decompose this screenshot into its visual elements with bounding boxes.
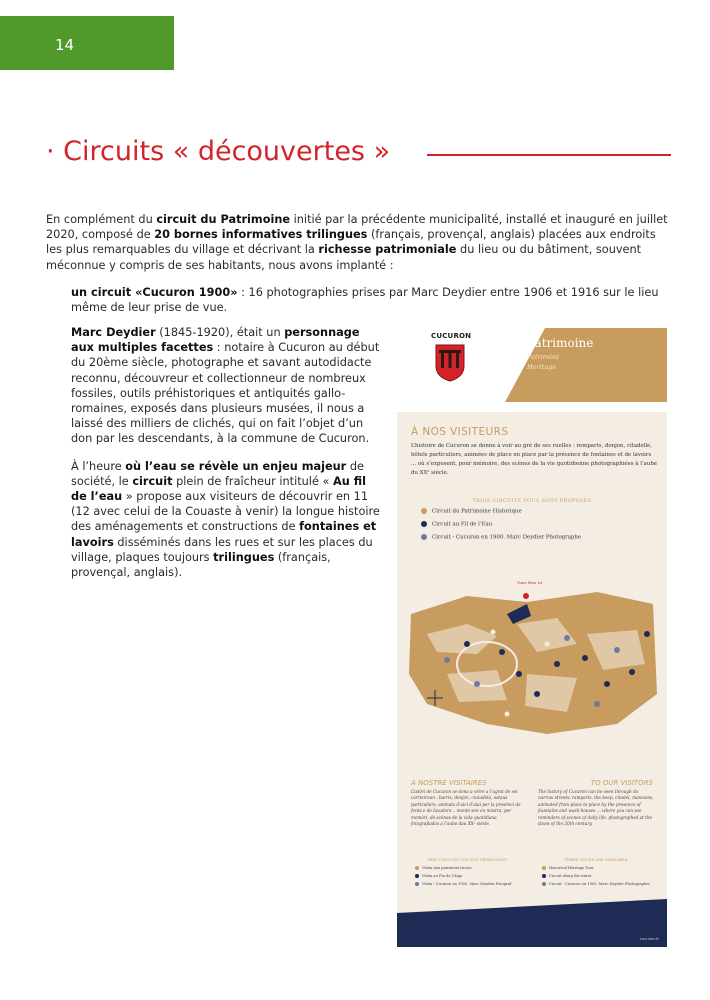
english-heading: TO OUR VISITORS: [590, 779, 653, 787]
intro-paragraph: En complément du circuit du Patrimoine initié par la précédente municipalité, installé et inauguré en juillet 2020, composé de 20 bornes informatives trilingues (français, provençal, anglais) placées aux endroits les plus remarquables du village et décrivant la richesse patrimoniale du lieu ou du bâtiment, souvent méconnue y compris de ses habitants, nous avons implanté :: [46, 213, 668, 272]
poster-footer-text: cucuron.fr: [639, 936, 659, 941]
deydier-paragraph: Marc Deydier (1845-1920), était un personnage aux multiples facettes : notaire à Cucuron au début du 20ème siècle, photographe et savant autodidacte reconnu, découvreur et collectionneur de nombreux fossiles, outils préhistoriques et antiquités gallo-romaines, exposés dans plusieurs musées, il nous a laissé des milliers de clichés, qui on fait l’objet d’un don par les descendants, à la commune de Cucuron.: [71, 326, 380, 446]
poster-translations: [397, 777, 667, 947]
provencal-circuit-item: Visita dau patrimòni istoric: [415, 866, 472, 870]
poster-visitors-text: L’histoire de Cucuron se donne à voir au gré de ses ruelles : remparts, donjon, citadelle, hôtels particuliers, animées de place en place par la présence de fontaines et de lavoirs ... où s’exposent, pour mémoire, des scènes de la vie quotidienne photographiées à l’aube du XXᵉ siècle.: [411, 443, 657, 476]
english-circuits-heading: THREE TOURS ARE AVAILABLE: [564, 857, 628, 862]
left-column: [71, 325, 381, 592]
english-text: The history of Cucuron can be seen through its narrow streets: ramparts, the keep, citadel, mansions, animated from place to place by the presence of fountains and wash-houses ... where you can see reminders of scenes of daily life, photographed at the dawn of the 20th century.: [538, 789, 654, 827]
poster-visitors-heading: À NOS VISITEURS: [411, 426, 509, 438]
poster-title: Patrimoine: [527, 336, 594, 350]
poster-brand: CUCURON: [431, 332, 472, 340]
provencal-heading: A NOSTRE VISITAIRES: [411, 779, 487, 787]
english-circuit-item: Historical Heritage Tour: [542, 866, 594, 870]
poster-circuits-heading: TROIS CIRCUITS VOUS SONT PROPOSÉS: [472, 498, 592, 504]
svg-text:Vous êtes ici: Vous êtes ici: [517, 580, 543, 585]
water-circuit-paragraph: À l’heure où l’eau se révèle un enjeu majeur de société, le circuit plein de fraîcheur intitulé « Au fil de l’eau » propose aux visiteurs de découvrir en 11 (12 avec celui de la Couaste à venir) la longue histoire des aménagements et constructions de fontaines et lavoirs disséminés dans les rues et sur les places du village, plaques toujours trilingues (français, provençal, anglais).: [71, 459, 380, 580]
circuit-1900-paragraph: un circuit «Cucuron 1900» : 16 photographies prises par Marc Deydier entre 1906 et 1916 sur le lieu même de leur prise de vue.: [71, 286, 659, 315]
legend-item-water: Circuit au Fil de l’Eau: [421, 521, 492, 528]
provencal-circuits-heading: TRES CIRCUITS VOS SON PROPAUSATS: [427, 857, 507, 862]
poster-subtitle-english: Heritage: [527, 363, 557, 371]
provencal-text: L’istòri de Cucuron se dona a vèire a l’agrat de sei carrieiroun : barris, donjon, ciutadèla, ostaus particuliers, animats d’aicí d’alai per la presènci de fonts e de lavadors... monte son en mòstra, per memòri, de scènas de la vida quotidiana fotografiadas a l’aubo dau XXᵉ siècle.: [411, 789, 521, 827]
page-number-tab: [0, 16, 174, 70]
circuit-dot-icon: [421, 521, 427, 527]
english-circuit-item: Circuit along the water: [542, 874, 591, 878]
crest-icon: [435, 344, 465, 382]
poster-footer-band: [397, 913, 667, 947]
provencal-circuit-item: Visita au Fiu de l’Aiga: [415, 874, 462, 878]
page-number: 14: [55, 36, 75, 54]
heritage-poster-image: [397, 322, 667, 947]
english-circuit-item: Circuit - Cucuron en 1900. Marc Deydier Photographer: [542, 882, 650, 886]
heading-rule: [427, 154, 671, 156]
legend-item-1900: Circuit - Cucuron en 1900. Marc Deydier Photographe: [421, 534, 581, 541]
section-heading: · Circuits « découvertes »: [46, 136, 391, 167]
village-map-illustration: [407, 574, 659, 752]
circuit-dot-icon: [421, 508, 427, 514]
circuit-dot-icon: [421, 534, 427, 540]
provencal-circuit-item: Visita - Cucuron en 1900. Marc Deydier Fotograf: [415, 882, 511, 886]
poster-subtitle-provencal: Patrimòni: [527, 353, 560, 361]
legend-item-heritage: Circuit du Patrimoine Historique: [421, 508, 522, 515]
